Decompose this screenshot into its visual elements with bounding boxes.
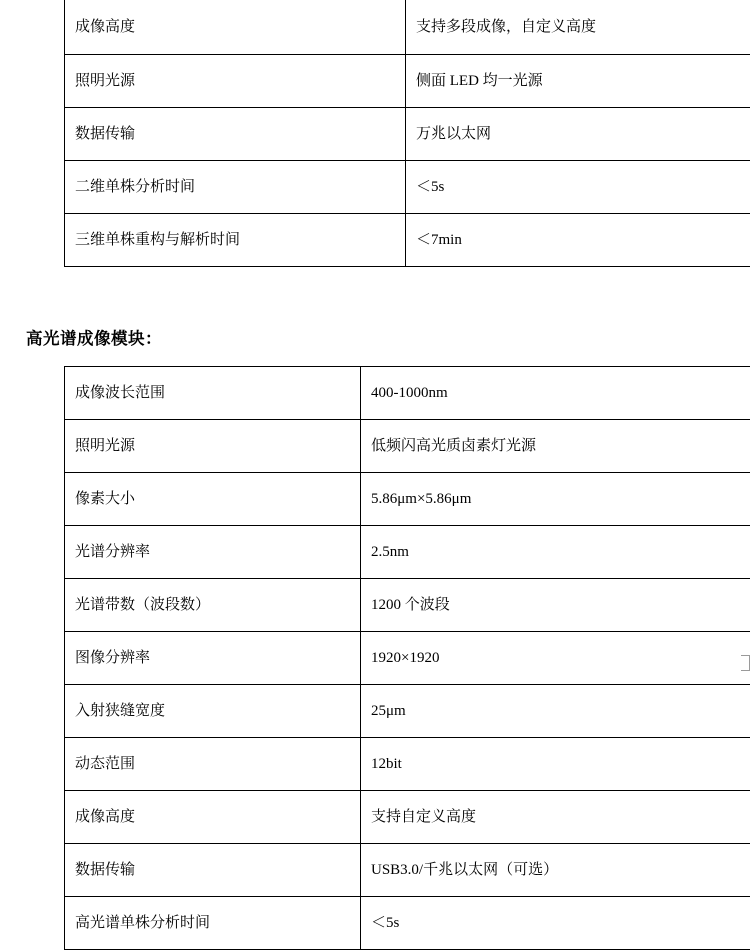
spec-label: 动态范围 — [65, 738, 361, 791]
spec-value: 侧面 LED 均一光源 — [406, 55, 750, 108]
spec-label: 三维单株重构与解析时间 — [65, 214, 406, 267]
table-row — [65, 526, 750, 579]
table-row — [65, 473, 750, 526]
table-row — [65, 791, 750, 844]
spec-label: 数据传输 — [65, 108, 406, 161]
spec-label: 照明光源 — [65, 420, 361, 473]
spec-label: 二维单株分析时间 — [65, 161, 406, 214]
imaging-spec-table — [64, 0, 750, 267]
spec-label: 入射狭缝宽度 — [65, 685, 361, 738]
spec-value: ＜7min — [406, 214, 750, 267]
spec-value: 支持自定义高度 — [361, 791, 750, 844]
spec-label: 成像高度 — [65, 791, 361, 844]
spec-value: ＜5s — [406, 161, 750, 214]
page-edge-mark — [741, 655, 750, 671]
table-row — [65, 579, 750, 632]
table-row — [65, 108, 750, 161]
spec-label: 照明光源 — [65, 55, 406, 108]
table-row — [65, 214, 750, 267]
spec-value: 低频闪高光质卤素灯光源 — [361, 420, 750, 473]
section-heading-hyperspectral: 高光谱成像模块： — [26, 325, 162, 349]
spec-label: 像素大小 — [65, 473, 361, 526]
spec-label: 数据传输 — [65, 844, 361, 897]
spec-value: 支持多段成像，自定义高度 — [406, 0, 750, 55]
spec-value: 1920×1920 — [361, 632, 750, 685]
spec-value: 万兆以太网 — [406, 108, 750, 161]
table-row — [65, 0, 750, 55]
spec-value: 1200 个波段 — [361, 579, 750, 632]
spec-label: 成像高度 — [65, 0, 406, 55]
table-row — [65, 738, 750, 791]
table-row — [65, 161, 750, 214]
spec-value: 400-1000nm — [361, 367, 750, 420]
spec-value: 2.5nm — [361, 526, 750, 579]
spec-label: 光谱带数（波段数） — [65, 579, 361, 632]
table-row — [65, 367, 750, 420]
spec-value: 5.86μm×5.86μm — [361, 473, 750, 526]
hyperspectral-spec-table — [64, 366, 750, 950]
spec-label: 高光谱单株分析时间 — [65, 897, 361, 950]
spec-value: 12bit — [361, 738, 750, 791]
table-row — [65, 55, 750, 108]
table-row — [65, 897, 750, 950]
spec-value: USB3.0/千兆以太网（可选） — [361, 844, 750, 897]
spec-value: ＜5s — [361, 897, 750, 950]
table-row — [65, 420, 750, 473]
table-row — [65, 632, 750, 685]
table-row — [65, 844, 750, 897]
spec-value: 25μm — [361, 685, 750, 738]
spec-label: 成像波长范围 — [65, 367, 361, 420]
table-row — [65, 685, 750, 738]
spec-label: 图像分辨率 — [65, 632, 361, 685]
spec-label: 光谱分辨率 — [65, 526, 361, 579]
